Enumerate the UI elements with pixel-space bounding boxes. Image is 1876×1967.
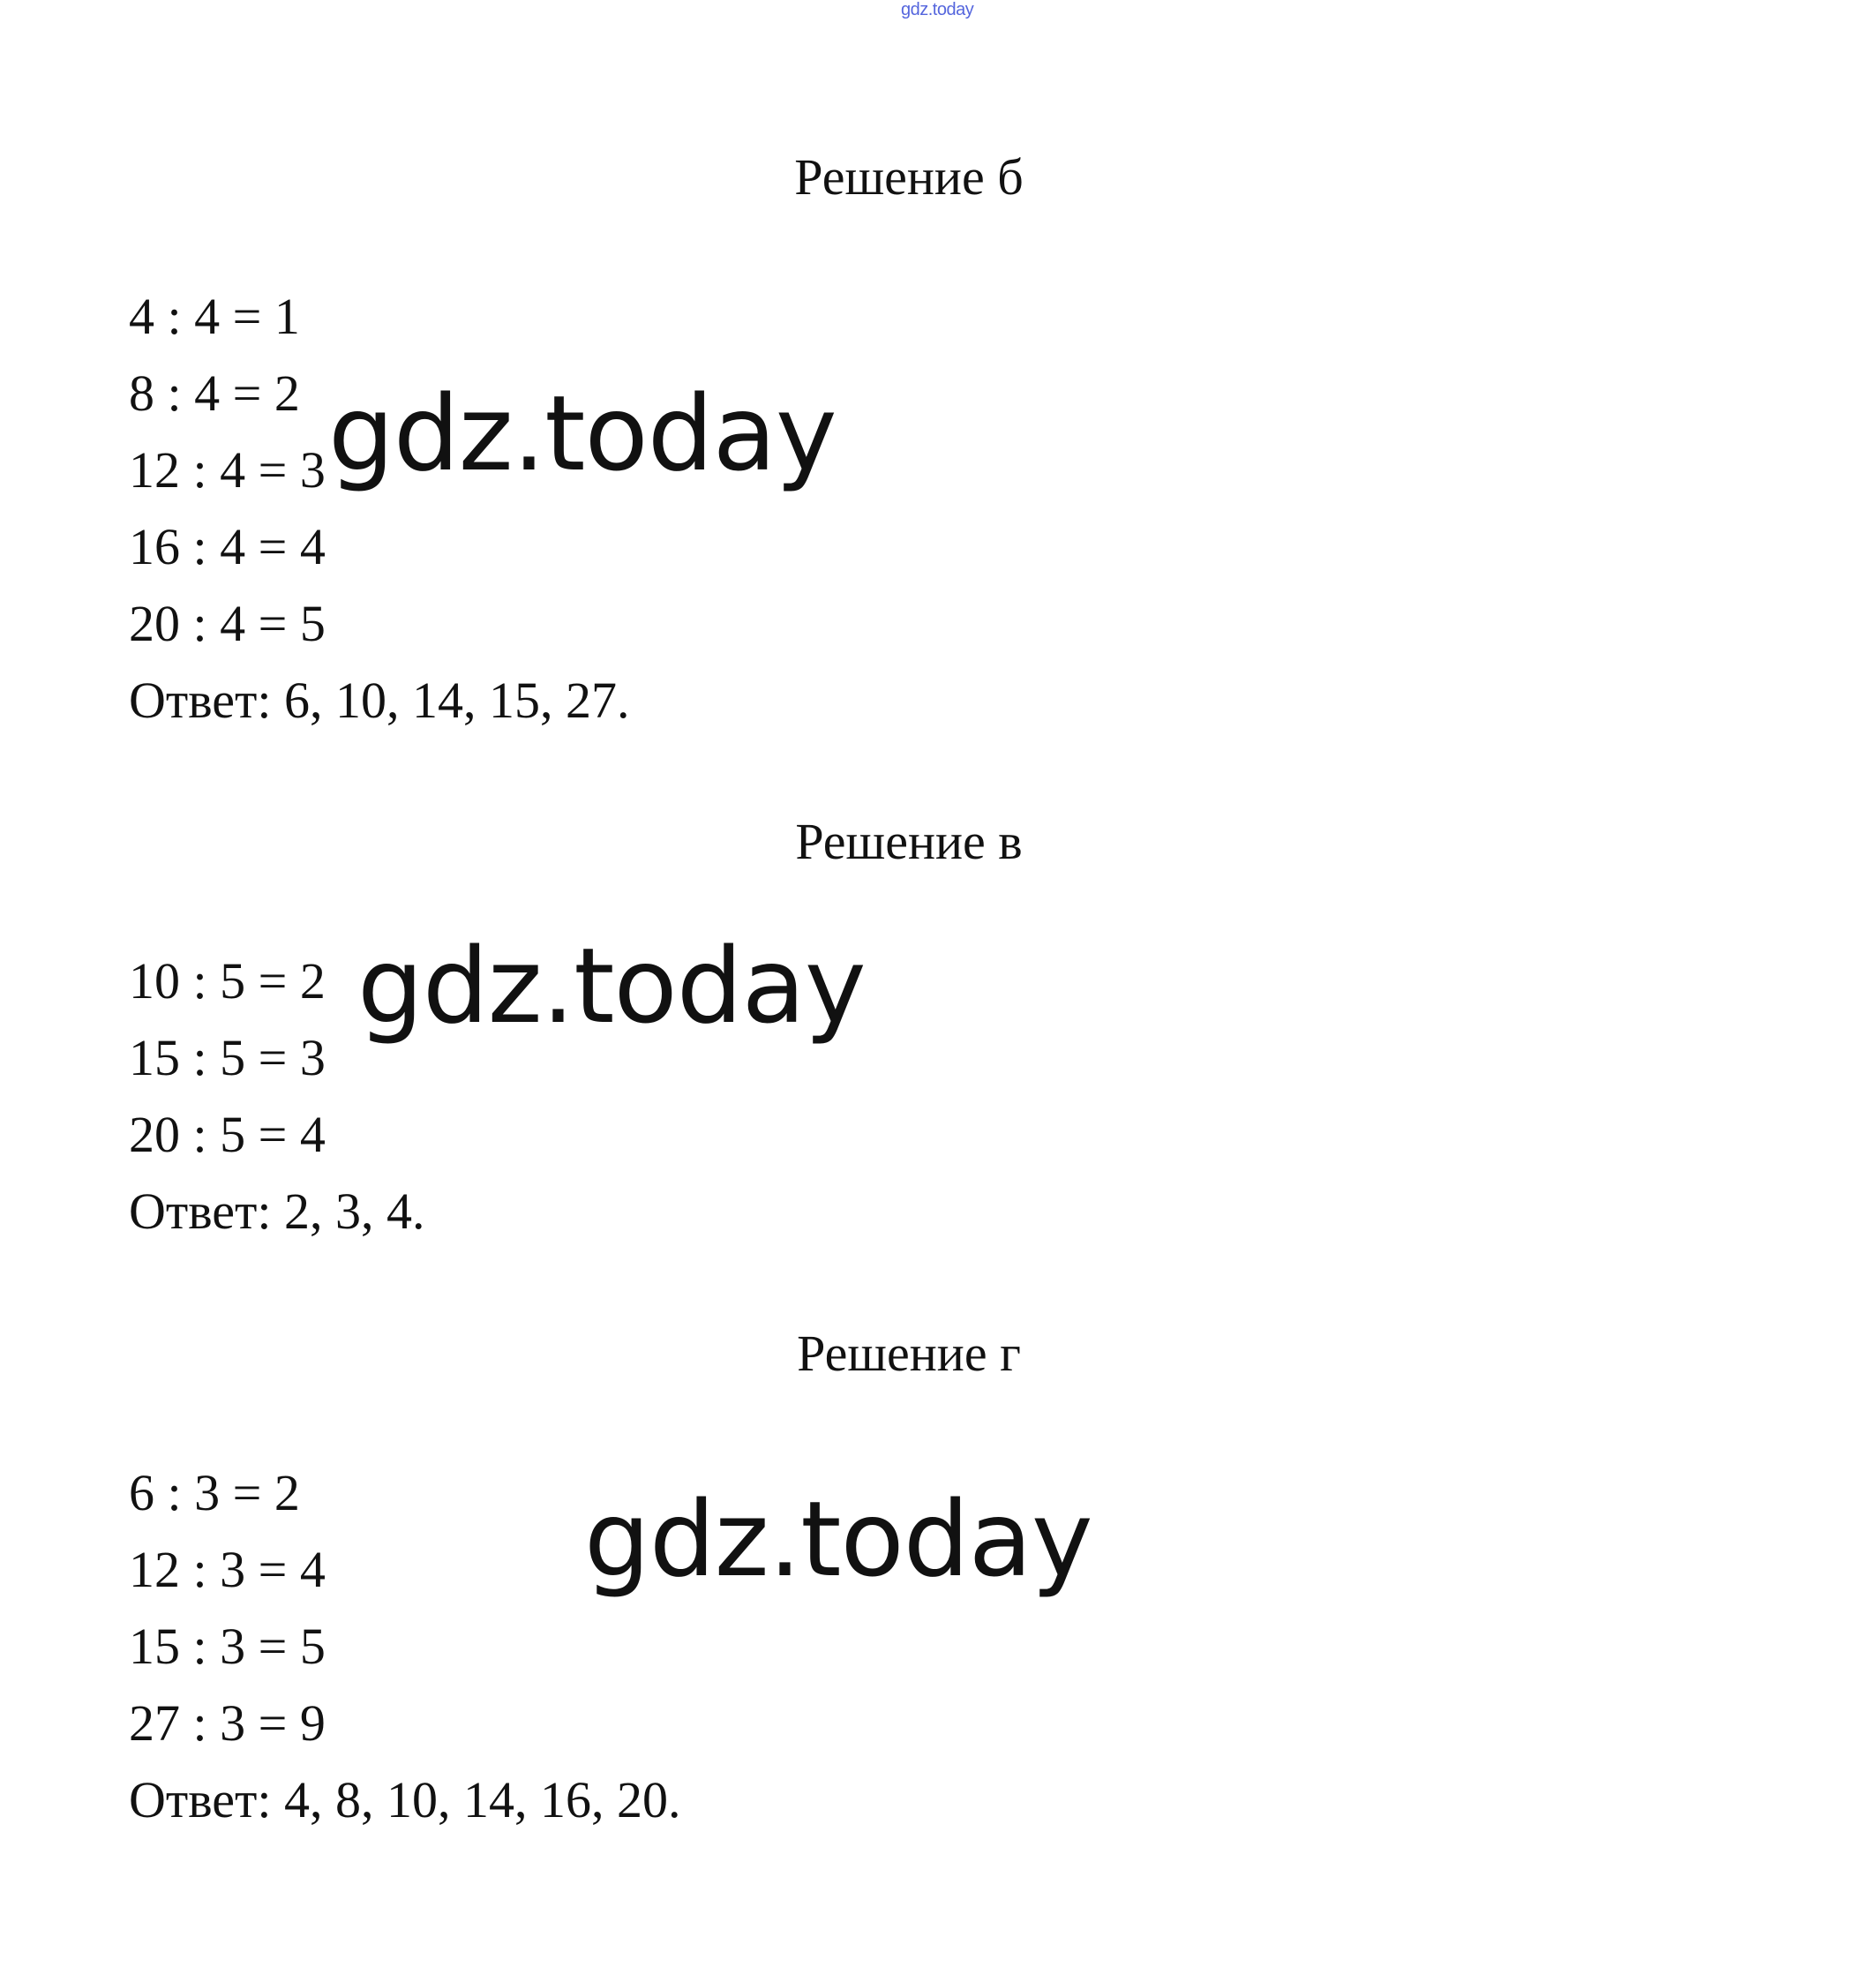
section-g-heading: Решение г [797,1325,1021,1382]
section-g-line-2: 12 : 3 = 4 [129,1541,326,1598]
section-b-line-1: 4 : 4 = 1 [129,288,300,345]
section-b-heading: Решение б [794,148,1024,206]
section-g-line-4: 27 : 3 = 9 [129,1694,326,1752]
site-watermark-top: gdz.today [901,0,974,19]
section-b-line-4: 16 : 4 = 4 [129,518,326,575]
section-v-line-2: 15 : 5 = 3 [129,1029,326,1086]
section-b-line-3: 12 : 4 = 3 [129,441,326,499]
watermark-3: gdz.today [584,1478,1092,1600]
section-g-line-3: 15 : 3 = 5 [129,1618,326,1675]
section-v-line-3: 20 : 5 = 4 [129,1106,326,1163]
section-v-line-1: 10 : 5 = 2 [129,952,326,1010]
section-b-line-5: 20 : 4 = 5 [129,595,326,652]
section-v-answer: Ответ: 2, 3, 4. [129,1182,425,1240]
watermark-2: gdz.today [357,925,866,1047]
section-g-answer: Ответ: 4, 8, 10, 14, 16, 20. [129,1771,681,1828]
section-b-answer: Ответ: 6, 10, 14, 15, 27. [129,672,630,729]
section-v-heading: Решение в [795,813,1023,870]
section-b-line-2: 8 : 4 = 2 [129,364,300,422]
watermark-1: gdz.today [328,372,837,494]
section-g-line-1: 6 : 3 = 2 [129,1464,300,1521]
